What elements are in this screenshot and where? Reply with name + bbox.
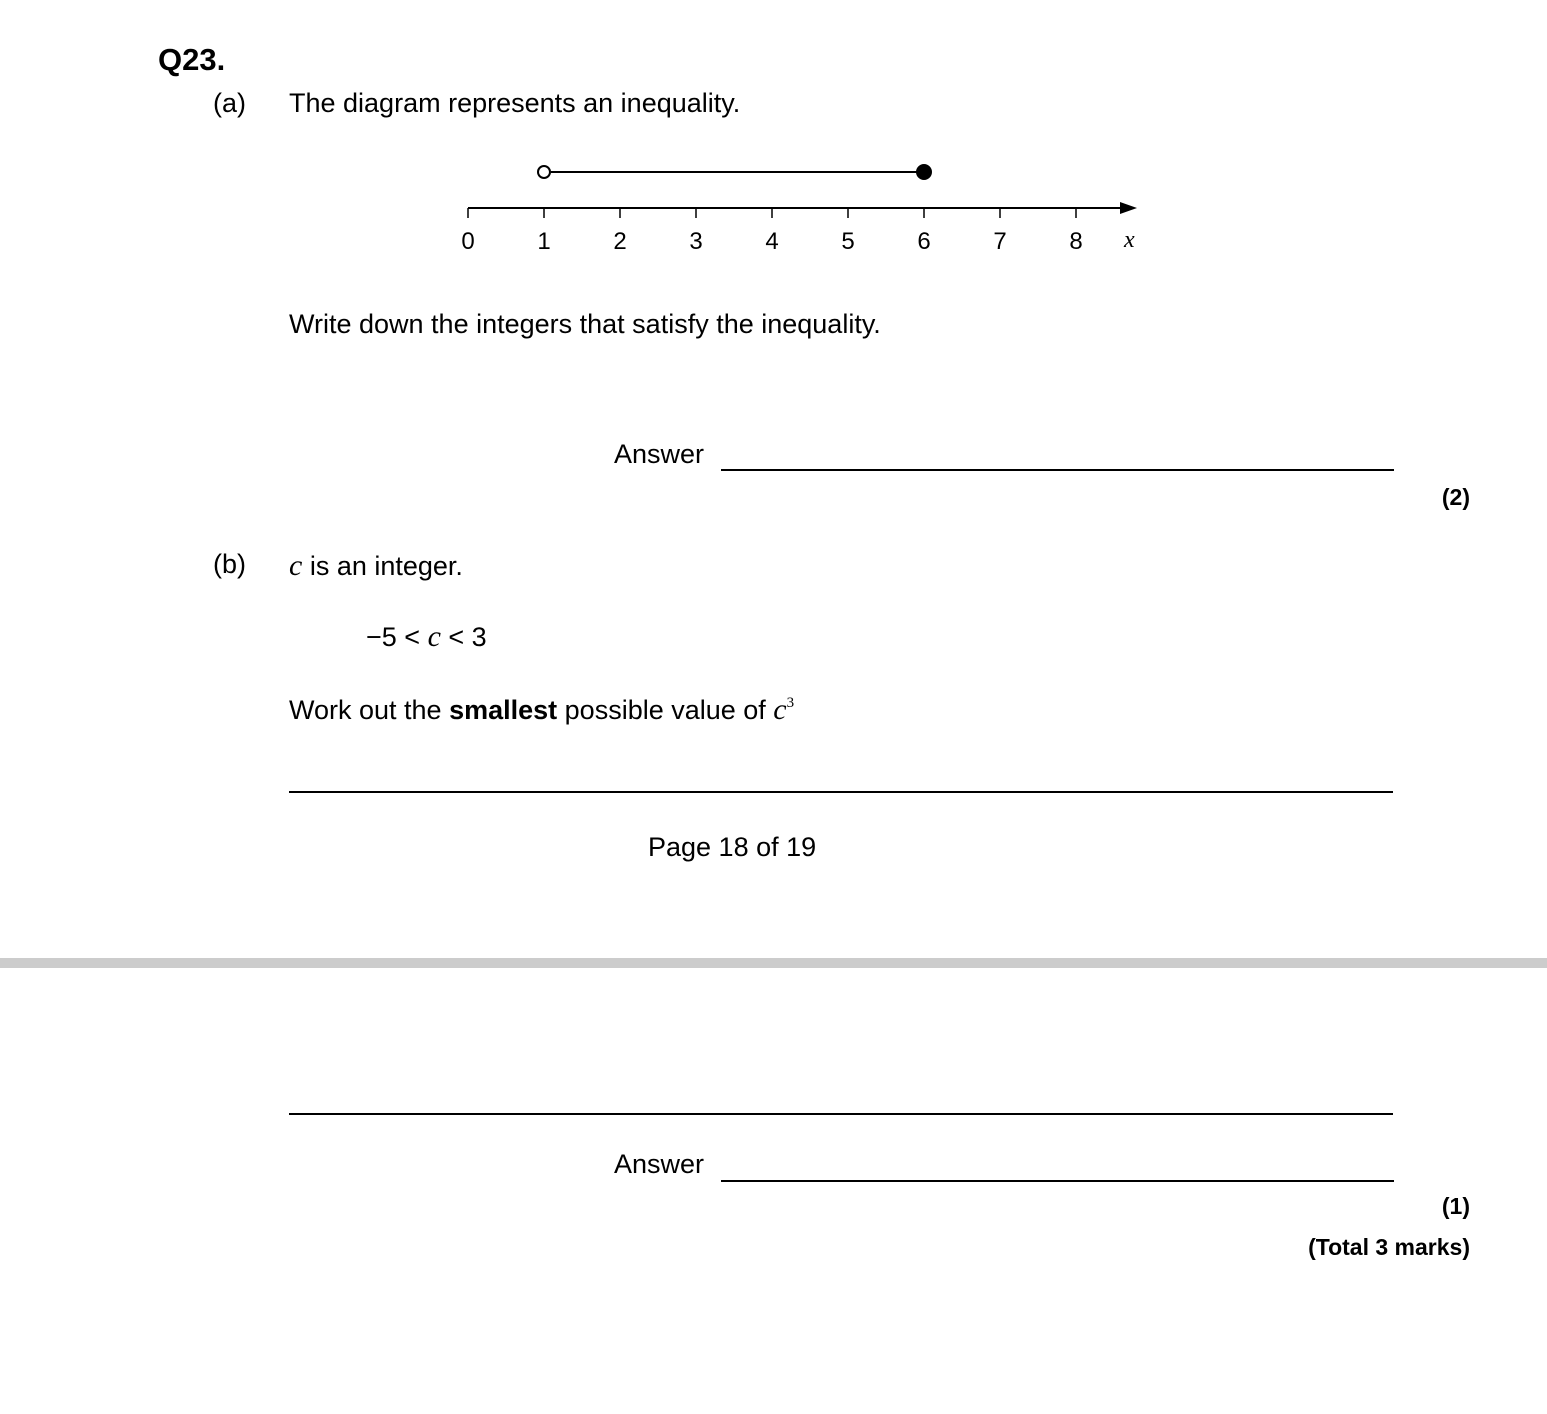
page-divider xyxy=(0,958,1547,968)
number-line-ticks xyxy=(468,208,1076,218)
tick-label: 6 xyxy=(917,228,931,255)
inequality-variable: c xyxy=(427,620,441,653)
tick-label: 0 xyxy=(461,228,475,255)
marks-a: (2) xyxy=(1441,484,1470,510)
tick-label: 4 xyxy=(765,228,779,255)
part-a-prompt: Write down the integers that satisfy the inequality. xyxy=(289,309,881,339)
answer-line-b[interactable] xyxy=(721,1180,1394,1182)
tick-label: 2 xyxy=(613,228,627,255)
total-marks: (Total 3 marks) xyxy=(1308,1234,1470,1260)
inequality-statement xyxy=(366,620,487,654)
part-b-label: (b) xyxy=(213,549,246,579)
answer-label-a: Answer xyxy=(614,439,705,469)
part-a-label: (a) xyxy=(213,88,246,118)
prompt-start: Work out the xyxy=(289,695,450,725)
tick-label: 5 xyxy=(841,228,855,255)
question-number: Q23. xyxy=(158,42,226,77)
inequality-left: −5 < xyxy=(366,622,428,652)
page-number: Page 18 of 19 xyxy=(648,832,817,862)
number-line-diagram xyxy=(440,150,1160,270)
statement-rest: is an integer. xyxy=(302,551,463,581)
inequality-right: < 3 xyxy=(440,622,487,652)
part-b-prompt xyxy=(289,693,794,727)
answer-label-b: Answer xyxy=(614,1149,705,1179)
tick-label: 3 xyxy=(689,228,703,255)
tick-label: 7 xyxy=(993,228,1007,255)
marks-b: (1) xyxy=(1441,1193,1470,1219)
number-line-tick-labels xyxy=(461,228,1082,255)
inequality-interval xyxy=(538,165,931,179)
prompt-variable: c xyxy=(773,693,787,726)
part-a-text: The diagram represents an inequality. xyxy=(289,88,741,118)
variable-c: c xyxy=(289,549,303,582)
prompt-bold: smallest xyxy=(449,695,558,725)
number-line-axis xyxy=(468,202,1137,214)
prompt-exponent: 3 xyxy=(786,695,795,711)
number-line-variable: x xyxy=(1124,227,1135,253)
interval-end-circle xyxy=(917,165,931,179)
working-line-2[interactable] xyxy=(289,1113,1393,1115)
part-b-statement xyxy=(289,549,463,583)
tick-label: 1 xyxy=(537,228,551,255)
prompt-end: possible value of xyxy=(557,695,774,725)
working-line-1[interactable] xyxy=(289,791,1393,793)
answer-line-a[interactable] xyxy=(721,469,1394,471)
interval-start-circle xyxy=(538,166,550,178)
tick-label: 8 xyxy=(1069,228,1083,255)
